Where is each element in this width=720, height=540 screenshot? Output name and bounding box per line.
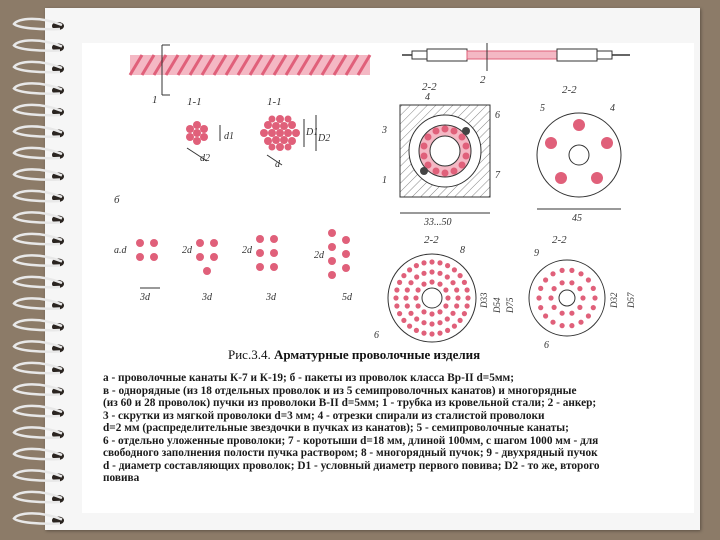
wire-dot xyxy=(569,268,574,273)
wire-dot xyxy=(397,280,402,285)
wire-dot xyxy=(550,320,555,325)
section-2-2-multirow xyxy=(374,234,515,342)
figure-caption xyxy=(228,347,480,363)
wire-dot xyxy=(429,321,434,326)
wire-dot xyxy=(408,311,413,316)
wire-dot xyxy=(445,328,450,333)
label-sec11-a: 1-1 xyxy=(187,96,202,108)
rope-drawing xyxy=(130,45,370,106)
label-2d-1: 2d xyxy=(182,245,192,256)
wire-dot xyxy=(445,274,450,279)
wire-dot xyxy=(543,277,548,282)
label-n5-ropes: 5 xyxy=(540,103,545,114)
wire-dot xyxy=(454,287,459,292)
wire-dot xyxy=(538,286,543,291)
label-n3-square: 3 xyxy=(382,125,387,136)
label-n4-square: 4 xyxy=(425,92,430,103)
label-sec22-multirow: 2-2 xyxy=(424,234,439,246)
label-2d-2: 2d xyxy=(242,245,252,256)
wire-dot xyxy=(462,311,467,316)
wire-dot xyxy=(578,271,583,276)
wire-dot xyxy=(429,269,434,274)
wire-dot xyxy=(437,331,442,336)
label-D57: D57 xyxy=(626,292,636,308)
legend-line: (из 60 и 28 проволок) пучки из проволоки В-II d=5мм; 1 - трубка из кровельной стали; 2 - анкер; xyxy=(103,397,597,409)
wire-dot xyxy=(552,305,557,310)
label-sec11-b: 1-1 xyxy=(267,96,282,108)
label-D1-b: D1 xyxy=(306,127,319,138)
wire-dot xyxy=(394,287,399,292)
wire-dot xyxy=(458,273,463,278)
section-2-2-ropes xyxy=(537,84,621,224)
wire-dot xyxy=(407,267,412,272)
wire-dot xyxy=(577,286,582,291)
section-1-1-k19 xyxy=(260,96,330,170)
label-n9: 9 xyxy=(534,248,539,259)
label-n8: 8 xyxy=(460,245,465,256)
label-3d-2: 3d xyxy=(202,292,212,303)
wire-dot xyxy=(421,309,426,314)
wire-dot xyxy=(405,287,410,292)
wire-dot xyxy=(569,280,574,285)
wire-dot xyxy=(437,271,442,276)
label-D2-b: D2 xyxy=(318,133,331,144)
wire-dot xyxy=(394,303,399,308)
wire-dot xyxy=(421,271,426,276)
wire-dot xyxy=(405,303,410,308)
label-n1-square: 1 xyxy=(382,175,387,186)
wire-dot xyxy=(443,287,448,292)
wire-dot xyxy=(393,295,398,300)
wire-dot xyxy=(437,309,442,314)
wire-dot xyxy=(445,295,450,300)
wire-dot xyxy=(413,295,418,300)
wire-dot xyxy=(569,311,574,316)
section-2-2-square xyxy=(381,81,501,228)
label-n6-square: 6 xyxy=(495,110,500,121)
wire-dot xyxy=(437,320,442,325)
wire-dot xyxy=(397,311,402,316)
wire-dot xyxy=(455,295,460,300)
wire-dot xyxy=(580,295,585,300)
label-n1-rope: 1 xyxy=(152,94,158,106)
wire-dot xyxy=(560,323,565,328)
legend-line: свободного заполнения полости пучка раствором; 8 - многорядный пучок; 9 - двухрядный пучок xyxy=(103,447,598,459)
label-n4-ropes: 4 xyxy=(610,103,615,114)
label-n2-anchor: 2 xyxy=(480,74,486,86)
label-n7-square: 7 xyxy=(495,170,500,181)
wire-dot xyxy=(552,286,557,291)
wire-dot xyxy=(421,260,426,265)
bundle-anchor-drawing xyxy=(402,43,630,86)
figure-legend xyxy=(103,372,668,485)
label-dim-33-50: 33...50 xyxy=(424,217,452,228)
legend-line: 6 - отдельно уложенные проволоки; 7 - коротыши d=18 мм, длиной 100мм, с шагом 1000 мм - для xyxy=(103,434,599,447)
label-D54: D54 xyxy=(492,297,502,313)
wire-dot xyxy=(414,328,419,333)
label-D32: D32 xyxy=(609,292,619,308)
wire-dot xyxy=(416,287,421,292)
wire-dot xyxy=(465,303,470,308)
wire-dot xyxy=(450,311,455,316)
wire-dot xyxy=(586,313,591,318)
wire-dot xyxy=(465,287,470,292)
label-d-b: d xyxy=(275,159,280,170)
wire-dot xyxy=(416,303,421,308)
wire-dot xyxy=(462,280,467,285)
wire-dot xyxy=(429,259,434,264)
label-d1-a: d1 xyxy=(224,131,234,142)
wire-dot xyxy=(550,271,555,276)
wire-dot xyxy=(560,311,565,316)
wire-dot xyxy=(408,280,413,285)
spiral-binding xyxy=(0,0,90,540)
wire-dot xyxy=(437,282,442,287)
wire-dot xyxy=(445,316,450,321)
wire-dot xyxy=(548,295,553,300)
wire-dot xyxy=(560,268,565,273)
wire-dot xyxy=(421,331,426,336)
wire-dot xyxy=(429,311,434,316)
wire-dot xyxy=(414,274,419,279)
wire-dot xyxy=(538,305,543,310)
label-2d-3: 2d xyxy=(314,250,324,261)
wire-dot xyxy=(465,295,470,300)
wire-packages xyxy=(114,194,353,303)
label-ad-1: а.d xyxy=(114,245,127,256)
wire-dot xyxy=(401,273,406,278)
label-b: б xyxy=(114,194,120,206)
wire-dot xyxy=(536,295,541,300)
legend-line: в - однорядные (из 18 отдельных проволок и из 5 семипроволочных канатов) и многорядные xyxy=(103,384,577,397)
wire-dot xyxy=(458,318,463,323)
label-D75: D75 xyxy=(505,297,515,313)
label-sec22-ropes: 2-2 xyxy=(562,84,577,96)
wire-dot xyxy=(401,318,406,323)
wire-dot xyxy=(586,277,591,282)
label-d2-a: d2 xyxy=(200,153,210,164)
legend-line: а - проволочные канаты К-7 и К-19; б - пакеты из проволок класса Вр-II d=5мм; xyxy=(103,372,514,384)
label-D33: D33 xyxy=(479,292,489,308)
label-dim-45: 45 xyxy=(572,213,582,224)
label-n6-tworow: 6 xyxy=(544,340,549,351)
wire-dot xyxy=(421,320,426,325)
label-sec22-tworow: 2-2 xyxy=(552,234,567,246)
legend-line: повива xyxy=(103,472,140,484)
wire-dot xyxy=(591,305,596,310)
wire-dot xyxy=(452,267,457,272)
figure-number: Рис.3.4. xyxy=(228,347,271,362)
legend-line: 3 - скрутки из мягкой проволоки d=3 мм; 4 - отрезки спирали из сталистой проволоки xyxy=(103,409,545,422)
wire-dot xyxy=(429,279,434,284)
wire-dot xyxy=(454,303,459,308)
wire-dot xyxy=(429,331,434,336)
wire-dot xyxy=(445,263,450,268)
wire-dot xyxy=(569,323,574,328)
section-2-2-tworow xyxy=(529,234,636,351)
wire-dot xyxy=(450,280,455,285)
figure-title: Арматурные проволочные изделия xyxy=(273,347,481,362)
wire-dot xyxy=(592,295,597,300)
wire-dot xyxy=(437,260,442,265)
wire-dot xyxy=(577,305,582,310)
wire-dot xyxy=(452,324,457,329)
legend-line: d - диаметр составляющих проволок; D1 - условный диаметр первого повива; D2 - то же, второго xyxy=(103,459,600,472)
wire-dot xyxy=(414,316,419,321)
wire-products-figure xyxy=(82,43,694,351)
label-3d-3: 3d xyxy=(266,292,276,303)
wire-dot xyxy=(407,324,412,329)
wire-dot xyxy=(414,263,419,268)
label-n6-multirow: 6 xyxy=(374,330,379,341)
section-1-1-k7 xyxy=(186,96,234,164)
wire-dot xyxy=(443,303,448,308)
wire-dot xyxy=(578,320,583,325)
wire-dot xyxy=(591,286,596,291)
label-5d: 5d xyxy=(342,292,352,303)
wire-dot xyxy=(560,280,565,285)
wire-dot xyxy=(543,313,548,318)
label-3d-1: 3d xyxy=(140,292,150,303)
label-sec22-square: 2-2 xyxy=(422,81,437,93)
wire-dot xyxy=(403,295,408,300)
wire-dot xyxy=(421,282,426,287)
legend-line: d=2 мм (распределительные звездочки в пучках из канатов); 5 - семипроволочные канаты; xyxy=(103,422,569,434)
